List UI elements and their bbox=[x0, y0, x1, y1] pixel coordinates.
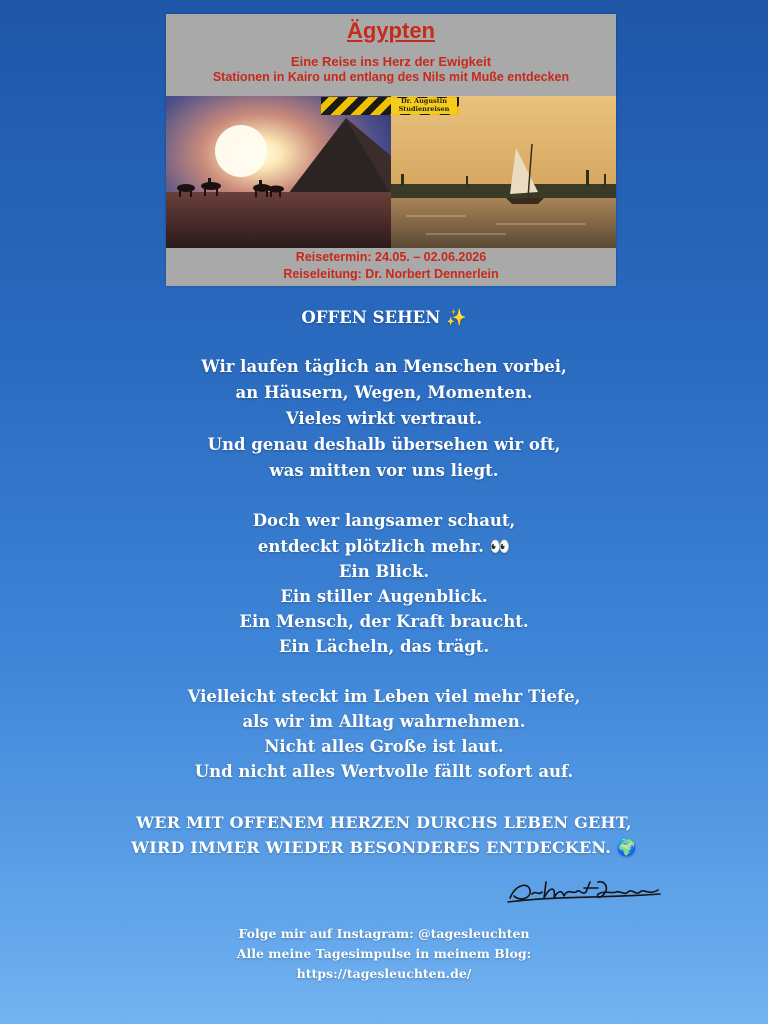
poem-line: Und nicht alles Wertvolle fällt sofort auf. bbox=[194, 762, 574, 781]
banner-header bbox=[166, 14, 616, 96]
poem-line: Doch wer langsamer schaut, bbox=[252, 511, 516, 530]
closing-line: WER MIT OFFENEM HERZEN DURCHS LEBEN GEHT, bbox=[136, 813, 632, 832]
poem-line: Vielleicht steckt im Leben viel mehr Tiefe, bbox=[187, 687, 581, 706]
nile-photo bbox=[391, 96, 616, 248]
poem-line: Ein Lächeln, das trägt. bbox=[278, 637, 490, 656]
poem-line: als wir im Alltag wahrnehmen. bbox=[242, 712, 526, 731]
handwritten-signature bbox=[506, 876, 662, 906]
closing-line: WIRD IMMER WIEDER BESONDERES ENTDECKEN. 🌍 bbox=[131, 838, 637, 857]
badge-label bbox=[391, 98, 457, 114]
footer-blog-text: Alle meine Tagesimpulse in meinem Blog: bbox=[236, 946, 532, 961]
footer-instagram: Folge mir auf Instagram: @tagesleuchten bbox=[238, 926, 530, 941]
banner-footer bbox=[166, 248, 616, 286]
poem-line: Wir laufen täglich an Menschen vorbei, bbox=[201, 357, 567, 376]
banner-subtitle-1: Eine Reise ins Herz der Ewigkeit bbox=[290, 54, 492, 69]
poem-line: Und genau deshalb übersehen wir oft, bbox=[207, 435, 561, 454]
badge-line-1: Dr. Augustin bbox=[401, 97, 447, 105]
poem-line: Ein Blick. bbox=[338, 562, 430, 581]
poem-heading: OFFEN SEHEN ✨ bbox=[301, 308, 467, 327]
travel-guide: Reiseleitung: Dr. Norbert Dennerlein bbox=[283, 267, 499, 281]
poem-line: Ein Mensch, der Kraft braucht. bbox=[239, 612, 529, 631]
egypt-photo-illustration bbox=[166, 96, 616, 248]
footer-blog-link[interactable]: https://tagesleuchten.de/ bbox=[296, 966, 472, 981]
banner-title: Ägypten bbox=[347, 18, 435, 43]
poem-line: Nicht alles Große ist laut. bbox=[264, 737, 504, 756]
travel-banner bbox=[166, 14, 616, 286]
badge-line-2: Studienreisen bbox=[398, 104, 450, 113]
poem-line: was mitten vor uns liegt. bbox=[269, 461, 499, 480]
travel-date: Reisetermin: 24.05. – 02.06.2026 bbox=[295, 250, 487, 264]
studienreisen-badge bbox=[321, 97, 459, 115]
poem-line: Ein stiller Augenblick. bbox=[280, 587, 488, 606]
poem-line: entdeckt plötzlich mehr. 👀 bbox=[257, 537, 511, 556]
banner-subtitle-2: Stationen in Kairo und entlang des Nils mit Muße entdecken bbox=[212, 70, 570, 84]
banner-photos bbox=[166, 96, 616, 248]
pyramid-photo bbox=[166, 96, 391, 248]
signature-drawing bbox=[506, 876, 662, 906]
poem-line: Vieles wirkt vertraut. bbox=[285, 409, 483, 428]
poem-line: an Häusern, Wegen, Momenten. bbox=[235, 383, 533, 402]
